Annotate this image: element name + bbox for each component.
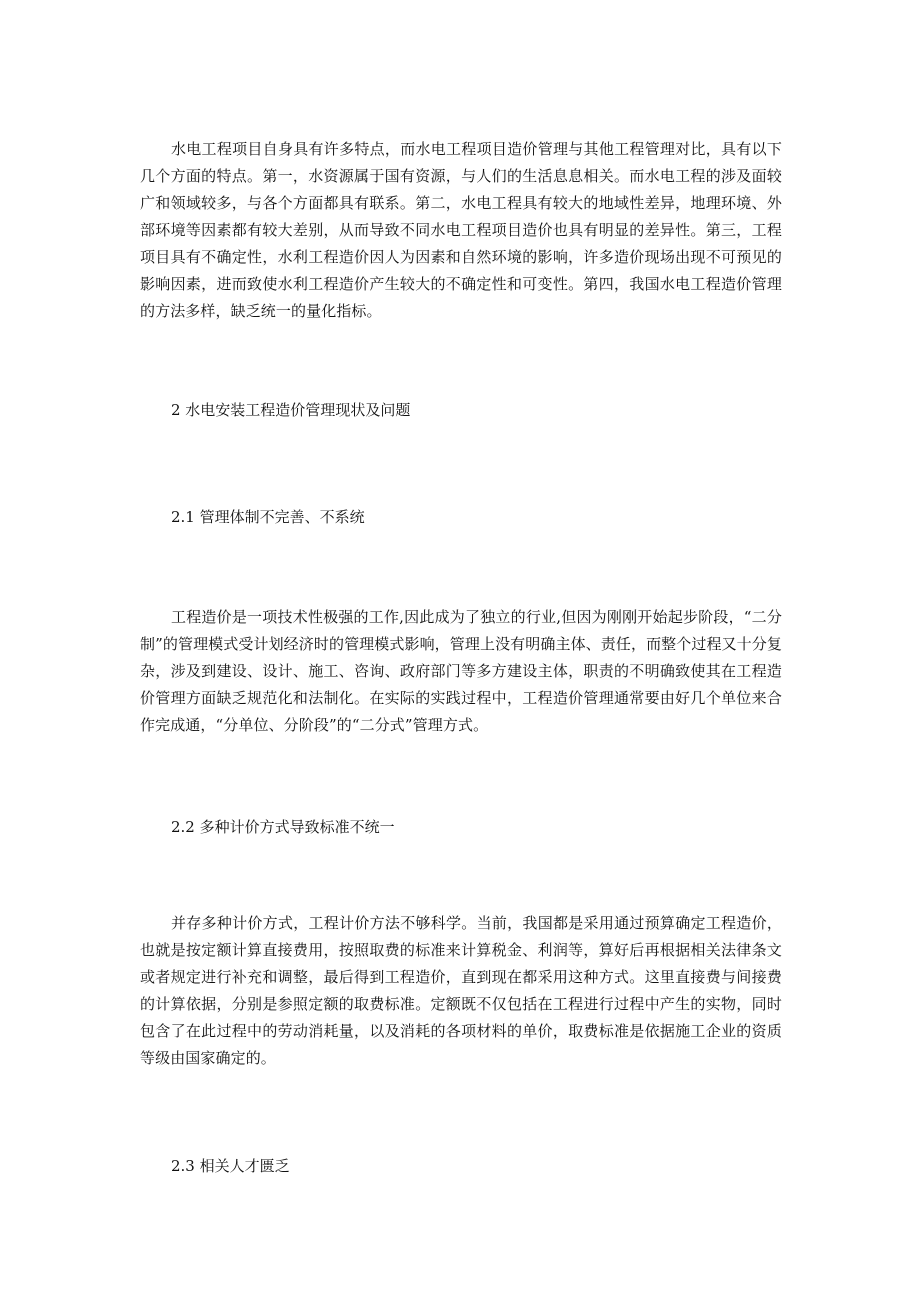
subsection-heading: 2.3 相关人才匮乏 <box>171 1157 290 1175</box>
subsection-heading: 2.2 多种计价方式导致标准不统一 <box>171 818 395 836</box>
subsection-heading: 2.1 管理体制不完善、不系统 <box>171 508 365 526</box>
body-paragraph: 水电工程项目自身具有许多特点，而水电工程项目造价管理与其他工程管理对比，具有以下几个方面的特点。第一，水资源属于国有资源，与人们的生活息息相关。而水电工程的涉及面较广和领域较多，与各个方面都具有联系。第二，水电工程具有较大的地域性差异，地理环境、外部环境等因素都有较大差别，从而导致不同水电工程项目造价也具有明显的差异性。第三，工程项目具有不确定性，水利工程造价因人为因素和自然环境的影响，许多造价现场出现不可预见的影响因素，进而致使水利工程造价产生较大的不确定性和可变性。第四，我国水电工程造价管理的方法多样，缺乏统一的量化指标。 <box>140 140 782 320</box>
body-paragraph: 工程造价是一项技术性极强的工作,因此成为了独立的行业,但因为刚刚开始起步阶段，“二分制”的管理模式受计划经济时的管理模式影响，管理上没有明确主体、责任，而整个过程又十分复杂，涉及到建设、设计、施工、咨询、政府部门等多方建设主体，职责的不明确致使其在工程造价管理方面缺乏规范化和法制化。在实际的实践过程中，工程造价管理通常要由好几个单位来合作完成通，“分单位、分阶段”的“二分式”管理方式。 <box>140 608 782 734</box>
body-paragraph: 并存多种计价方式，工程计价方法不够科学。当前，我国都是采用通过预算确定工程造价，也就是按定额计算直接费用，按照取费的标准来计算税金、利润等，算好后再根据相关法律条文或者规定进行补充和调整，最后得到工程造价，直到现在都采用这种方式。这里直接费与间接费的计算依据，分别是参照定额的取费标准。定额既不仅包括在工程进行过程中产生的实物，同时包含了在此过程中的劳动消耗量，以及消耗的各项材料的单价，取费标准是依据施工企业的资质等级由国家确定的。 <box>140 914 782 1067</box>
section-heading: 2 水电安装工程造价管理现状及问题 <box>171 401 411 419</box>
